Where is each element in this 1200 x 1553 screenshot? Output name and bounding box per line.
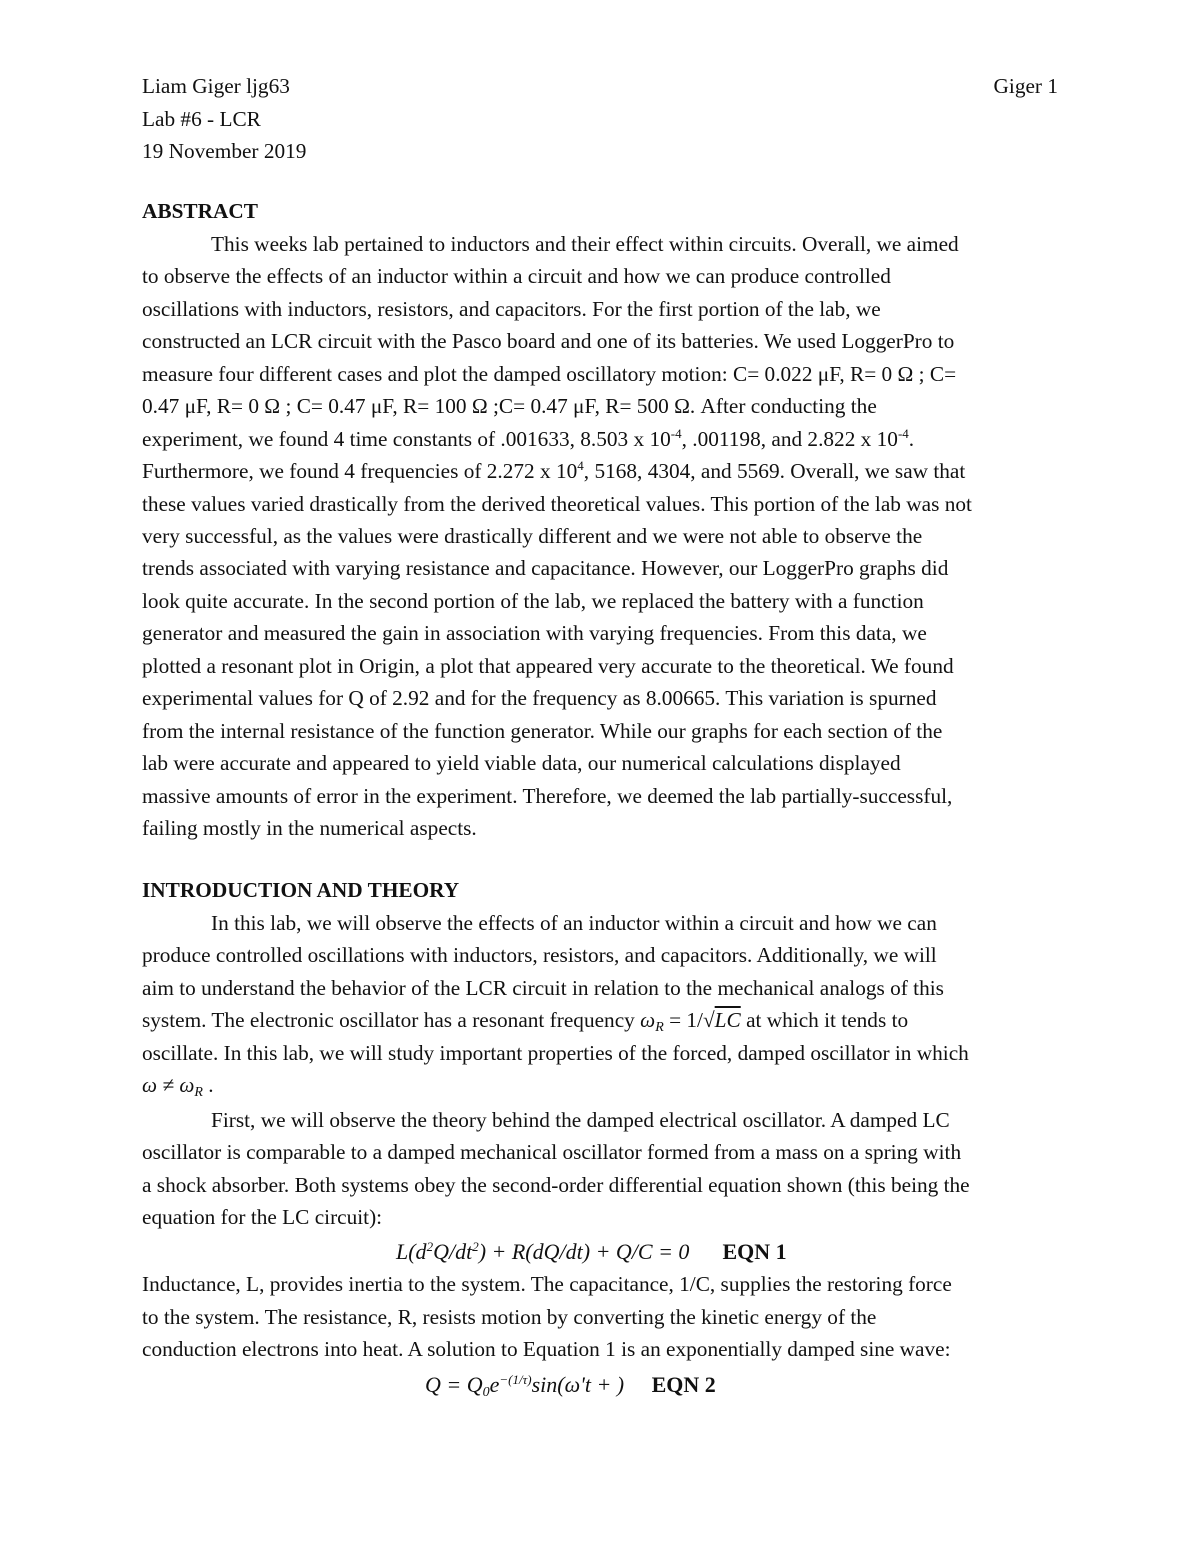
page-number: Giger 1	[993, 74, 1058, 98]
abstract-line: plotted a resonant plot in Origin, a plot that appeared very accurate to the theoretical. We found	[142, 654, 954, 678]
abstract-line	[142, 426, 915, 451]
intro-line: equation for the LC circuit):	[142, 1205, 383, 1229]
intro-line: In this lab, we will observe the effects of an inductor within a circuit and how we can	[211, 911, 937, 935]
eqn1-sup: 2	[426, 1239, 434, 1254]
omega-subscript: R	[655, 1020, 664, 1035]
eqn2-part: e	[489, 1372, 500, 1397]
eqn2-part: sin(ω't + )	[531, 1372, 625, 1397]
abstract-line: This weeks lab pertained to inductors and their effect within circuits. Overall, we aimed	[211, 232, 959, 256]
intro-line: First, we will observe the theory behind the damped electrical oscillator. A damped LC	[211, 1108, 950, 1132]
abstract-line	[142, 458, 966, 483]
abstract-text: experiment, we found 4 time constants of .001633, 8.503 x 10	[142, 427, 671, 451]
omega-symbol: ω	[640, 1008, 656, 1032]
eqn1-part: L(d	[396, 1239, 427, 1264]
intro-heading: INTRODUCTION AND THEORY	[142, 878, 460, 902]
intro-line: aim to understand the behavior of the LCR circuit in relation to the mechanical analogs of this	[142, 976, 944, 1000]
intro-line: to the system. The resistance, R, resists motion by converting the kinetic energy of the	[142, 1305, 877, 1329]
abstract-text: Furthermore, we found 4 frequencies of 2.272 x 10	[142, 459, 578, 483]
intro-line: conduction electrons into heat. A solution to Equation 1 is an exponentially damped sine wave:	[142, 1337, 951, 1361]
omega-subscript: R	[194, 1085, 203, 1100]
resonance-formula: = 1/√	[663, 1008, 715, 1032]
eqn2-sub: 0	[482, 1385, 490, 1400]
date-line: 19 November 2019	[142, 139, 307, 163]
intro-line	[142, 1073, 214, 1100]
intro-line: Inductance, L, provides inertia to the system. The capacitance, 1/C, supplies the restoring force	[142, 1272, 952, 1296]
abstract-line: lab were accurate and appeared to yield viable data, our numerical calculations displayed	[142, 751, 901, 775]
equation-1	[396, 1241, 787, 1263]
lab-title: Lab #6 - LCR	[142, 107, 261, 131]
equation-2	[425, 1372, 716, 1400]
abstract-line: generator and measured the gain in association with varying frequencies. From this data, we	[142, 621, 927, 645]
eqn2-tag: EQN 2	[651, 1372, 716, 1397]
abstract-text: , 5168, 4304, and 5569. Overall, we saw that	[583, 459, 966, 483]
lc-radicand: LC	[714, 1008, 741, 1032]
abstract-line: look quite accurate. In the second portion of the lab, we replaced the battery with a function	[142, 589, 924, 613]
abstract-line: constructed an LCR circuit with the Pasco board and one of its batteries. We used LoggerPro to	[142, 329, 955, 353]
intro-line: a shock absorber. Both systems obey the second-order differential equation shown (this being the	[142, 1173, 970, 1197]
intro-line: produce controlled oscillations with inductors, resistors, and capacitors. Additionally, we will	[142, 943, 937, 967]
abstract-line: 0.47 μF, R= 0 Ω ; C= 0.47 μF, R= 100 Ω ;C= 0.47 μF, R= 500 Ω. After conducting the	[142, 394, 877, 418]
eqn1-part: Q/dt	[433, 1239, 473, 1264]
abstract-heading: ABSTRACT	[142, 199, 258, 223]
intro-line: oscillate. In this lab, we will study important properties of the forced, damped oscillator in which	[142, 1041, 969, 1065]
omega-inequality: ω ≠ ω	[142, 1073, 195, 1097]
author-line: Liam Giger ljg63	[142, 74, 290, 98]
intro-line: oscillator is comparable to a damped mechanical oscillator formed from a mass on a spring with	[142, 1140, 962, 1164]
exponent: -4	[897, 426, 909, 441]
abstract-line: trends associated with varying resistance and capacitance. However, our LoggerPro graphs did	[142, 556, 949, 580]
eqn2-part: Q = Q	[425, 1372, 483, 1397]
abstract-line: experimental values for Q of 2.92 and for the frequency as 8.00665. This variation is spurned	[142, 686, 937, 710]
abstract-line: these values varied drastically from the derived theoretical values. This portion of the lab was not	[142, 492, 972, 516]
intro-text: system. The electronic oscillator has a resonant frequency	[142, 1008, 635, 1032]
eqn1-tag: EQN 1	[722, 1239, 787, 1264]
abstract-line: measure four different cases and plot the damped oscillatory motion: C= 0.022 μF, R= 0 Ω ; C=	[142, 362, 957, 386]
abstract-line: from the internal resistance of the function generator. While our graphs for each section of the	[142, 719, 943, 743]
intro-line	[142, 1008, 909, 1035]
abstract-line: to observe the effects of an inductor within a circuit and how we can produce controlled	[142, 264, 891, 288]
exponent: -4	[670, 426, 682, 441]
intro-text: .	[202, 1073, 214, 1097]
abstract-text: .	[908, 427, 915, 451]
abstract-line: massive amounts of error in the experiment. Therefore, we deemed the lab partially-successful,	[142, 784, 953, 808]
eqn1-sup: 2	[472, 1239, 479, 1254]
eqn2-sup: −(1/τ)	[499, 1372, 532, 1387]
abstract-line: failing mostly in the numerical aspects.	[142, 816, 477, 840]
intro-text: at which it tends to	[746, 1008, 909, 1032]
eqn1-part: ) + R(dQ/dt) + Q/C = 0	[478, 1239, 690, 1264]
exponent: 4	[577, 458, 584, 473]
abstract-text: , .001198, and 2.822 x 10	[681, 427, 898, 451]
abstract-line: oscillations with inductors, resistors, and capacitors. For the first portion of the lab, we	[142, 297, 881, 321]
abstract-line: very successful, as the values were drastically different and we were not able to observe the	[142, 524, 923, 548]
